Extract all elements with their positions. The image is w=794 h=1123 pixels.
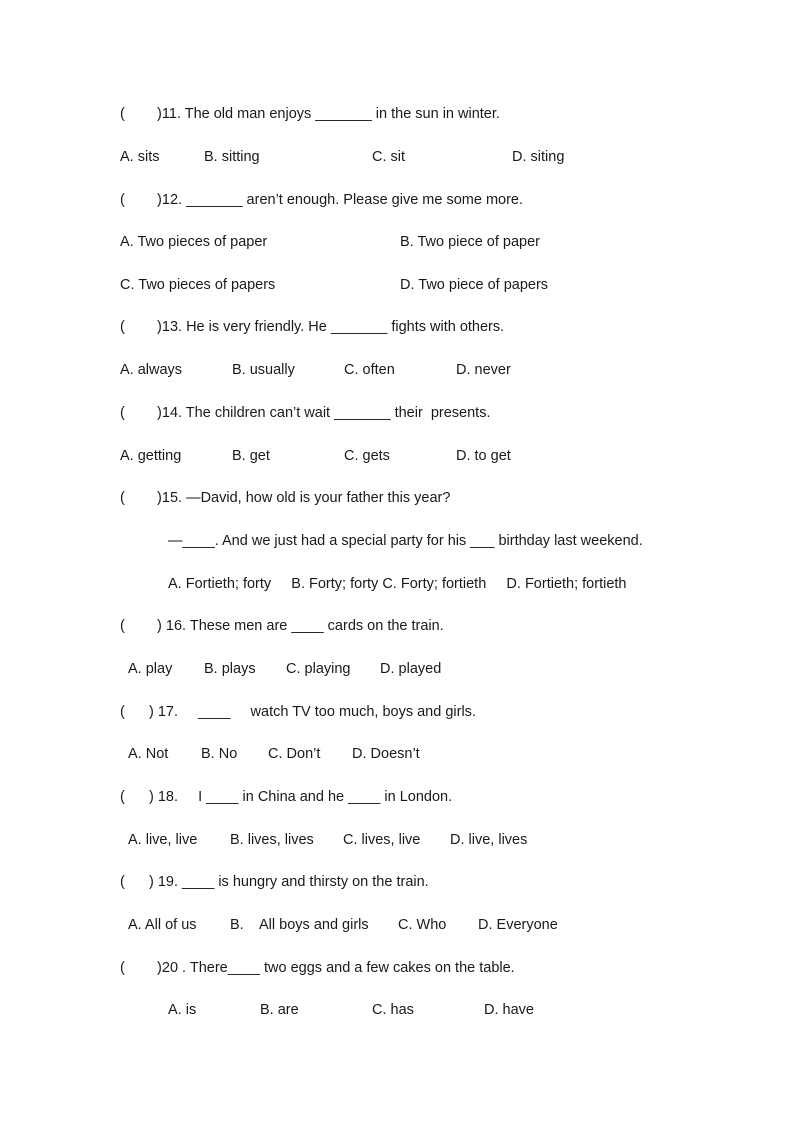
question-20-option-c: C. has <box>372 1002 414 1018</box>
question-16-option-b: B. plays <box>204 661 256 677</box>
question-11-option-c: C. sit <box>372 149 406 165</box>
question-12-stem: ( )12. _______ aren’t enough. Please give me some more. <box>120 192 524 208</box>
question-17-option-a: A. Not <box>128 746 169 762</box>
question-15-stem: ( )15. —David, how old is your father this year? <box>120 490 451 506</box>
question-16-option-a: A. play <box>128 661 173 677</box>
question-18-option-c: C. lives, live <box>343 832 421 848</box>
question-14-stem: ( )14. The children can’t wait _______ their presents. <box>120 405 491 421</box>
question-14-option-c: C. gets <box>344 448 390 464</box>
question-13-option-c: C. often <box>344 362 395 378</box>
question-11-stem: ( )11. The old man enjoys _______ in the sun in winter. <box>120 106 500 122</box>
question-18-option-d: D. live, lives <box>450 832 528 848</box>
question-13-option-a: A. always <box>120 362 183 378</box>
question-11-option-d: D. siting <box>512 149 565 165</box>
question-12-option-c: C. Two pieces of papers <box>120 277 276 293</box>
question-13-option-d: D. never <box>456 362 511 378</box>
question-11-option-a: A. sits <box>120 149 160 165</box>
question-19-option-d: D. Everyone <box>478 917 558 933</box>
question-20-stem: ( )20 . There____ two eggs and a few cakes on the table. <box>120 960 515 976</box>
question-20-option-d: D. have <box>484 1002 534 1018</box>
question-19-option-b: B. All boys and girls <box>230 917 369 933</box>
question-17-stem: ( ) 17. ____ watch TV too much, boys and girls. <box>120 704 476 720</box>
question-19-option-a: A. All of us <box>128 917 197 933</box>
question-14-option-a: A. getting <box>120 448 182 464</box>
question-13-stem: ( )13. He is very friendly. He _______ fights with others. <box>120 319 505 335</box>
question-19-option-c: C. Who <box>398 917 447 933</box>
question-18-option-b: B. lives, lives <box>230 832 314 848</box>
question-18-stem: ( ) 18. I ____ in China and he ____ in London. <box>120 789 453 805</box>
question-11-option-b: B. sitting <box>204 149 260 165</box>
question-15-options: A. Fortieth; forty B. Forty; forty C. Forty; fortieth D. Fortieth; fortieth <box>168 576 627 592</box>
question-18-option-a: A. live, live <box>128 832 198 848</box>
question-17-option-b: B. No <box>201 746 238 762</box>
question-16-option-c: C. playing <box>286 661 351 677</box>
question-16-stem: ( ) 16. These men are ____ cards on the train. <box>120 618 444 634</box>
question-12-option-d: D. Two piece of papers <box>400 277 549 293</box>
question-12-option-a: A. Two pieces of paper <box>120 234 268 250</box>
question-17-option-d: D. Doesn’t <box>352 746 420 762</box>
question-20-option-a: A. is <box>168 1002 197 1018</box>
question-16-option-d: D. played <box>380 661 442 677</box>
question-14-option-b: B. get <box>232 448 270 464</box>
question-15-reply: —____. And we just had a special party for his ___ birthday last weekend. <box>168 533 643 549</box>
question-13-option-b: B. usually <box>232 362 295 378</box>
question-17-option-c: C. Don’t <box>268 746 321 762</box>
question-20-option-b: B. are <box>260 1002 299 1018</box>
question-12-option-b: B. Two piece of paper <box>400 234 540 250</box>
question-14-option-d: D. to get <box>456 448 511 464</box>
question-19-stem: ( ) 19. ____ is hungry and thirsty on the train. <box>120 874 429 890</box>
